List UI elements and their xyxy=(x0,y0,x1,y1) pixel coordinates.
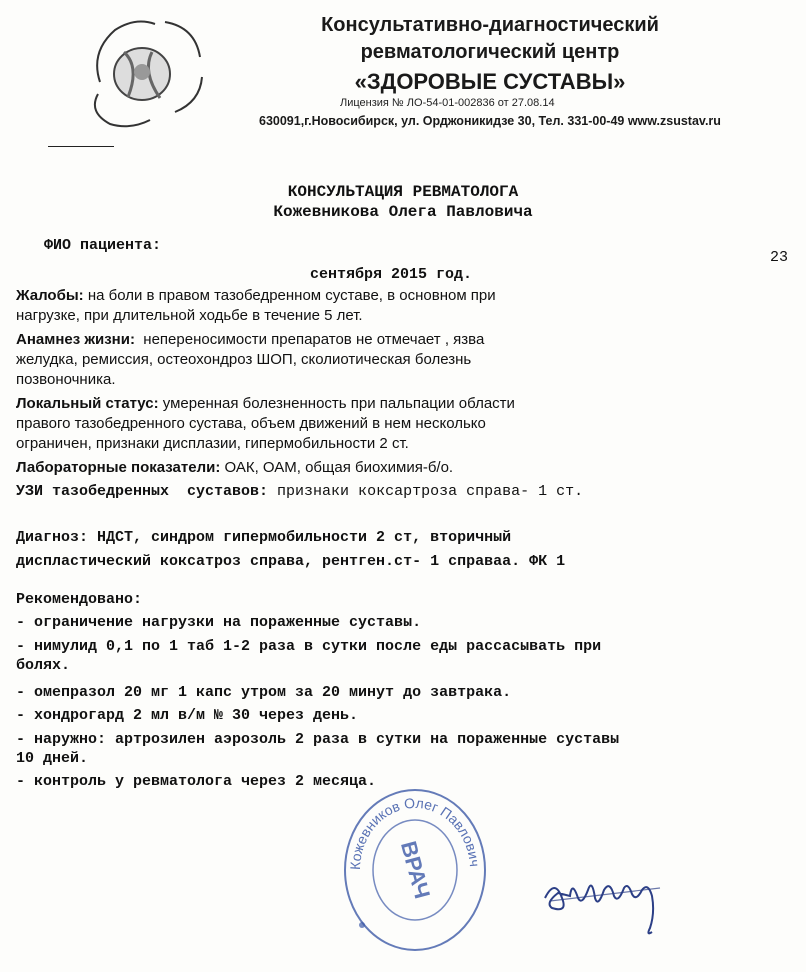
doctor-stamp xyxy=(340,785,490,955)
local-status-label: Локальный статус: xyxy=(16,395,159,412)
date-month-year: сентября 2015 год. xyxy=(310,266,473,283)
clinic-specialty: ревматологический центр xyxy=(360,41,620,63)
license: Лицензия № ЛО-54-01-002836 от 27.08.14 xyxy=(340,97,555,109)
recommendations-heading: Рекомендовано: xyxy=(16,591,143,608)
local-status-line xyxy=(16,394,515,414)
recommendation-item: - хондрогард 2 мл в/м № 30 через день. xyxy=(16,707,359,724)
recommendation-item: - наружно: артрозилен аэрозоль 2 раза в сутки на пораженные суставы xyxy=(16,731,620,748)
anamnesis-text: непереносимости препаратов не отмечает , язва xyxy=(134,331,485,348)
lab-line xyxy=(16,458,453,478)
anamnesis-text: позвоночника. xyxy=(16,371,116,388)
patient-fio-label: ФИО пациента: xyxy=(44,237,162,254)
anamnesis-line xyxy=(16,330,484,350)
complaints-text: на боли в правом тазобедренном суставе, в основном при xyxy=(83,287,496,304)
clinic-address: 630091,г.Новосибирск, ул. Орджоникидзе 30, Тел. 331-00-49 www.zsustav.ru xyxy=(259,114,721,128)
complaints-label: Жалобы: xyxy=(16,287,84,304)
complaints-text: нагрузке, при длительной ходьбе в течение 5 лет. xyxy=(16,307,363,324)
recommendation-item: - ограничение нагрузки на пораженные суставы. xyxy=(16,614,422,631)
complaints-line xyxy=(16,286,496,306)
lab-text: ОАК, ОАМ, общая биохимия-б/о. xyxy=(220,459,454,476)
lab-label: Лабораторные показатели: xyxy=(16,459,221,476)
date-day: 23 xyxy=(770,249,789,266)
header-divider xyxy=(48,146,114,147)
stamp-ring-text: Кожевников Олег Павлович xyxy=(346,794,483,871)
clinic-type: Консультативно-диагностический xyxy=(321,14,659,36)
recommendation-item: 10 дней. xyxy=(16,750,89,767)
diagnosis-line: диспластический коксатроз справа, рентген.ст- 1 справаа. ФК 1 xyxy=(16,553,566,570)
local-status-text: умеренная болезненность при пальпации области xyxy=(158,395,515,412)
recommendation-item: болях. xyxy=(16,657,71,674)
doctor-name: Кожевникова Олега Павловича xyxy=(273,203,533,221)
clinic-name: «ЗДОРОВЫЕ СУСТАВЫ» xyxy=(354,69,626,94)
recommendation-item: - нимулид 0,1 по 1 таб 1-2 раза в сутки после еды рассасывать при xyxy=(16,638,602,655)
doctor-signature xyxy=(540,868,670,938)
uzi-label: УЗИ тазобедренных суставов: xyxy=(16,483,269,500)
recommendation-item: - омепразол 20 мг 1 капс утром за 20 минут до завтрака. xyxy=(16,684,512,701)
diagnosis-line: Диагноз: НДСТ, синдром гипермобильности 2 ст, вторичный xyxy=(16,529,512,546)
clinic-logo xyxy=(80,12,210,132)
stamp-center-text: ВРАЧ xyxy=(395,838,436,902)
uzi-line xyxy=(16,482,583,502)
recommendation-item: - контроль у ревматолога через 2 месяца. xyxy=(16,773,377,790)
document-title: КОНСУЛЬТАЦИЯ РЕВМАТОЛОГА xyxy=(287,183,519,201)
anamnesis-text: желудка, ремиссия, остеохондроз ШОП, сколиотическая болезнь xyxy=(16,351,472,368)
uzi-text: признаки коксартроза справа- 1 ст. xyxy=(268,483,584,500)
local-status-text: правого тазобедренного сустава, объем движений в нем несколько xyxy=(16,415,486,432)
anamnesis-label: Анамнез жизни: xyxy=(16,331,135,348)
local-status-text: ограничен, признаки дисплазии, гипермобильности 2 ст. xyxy=(16,435,409,452)
